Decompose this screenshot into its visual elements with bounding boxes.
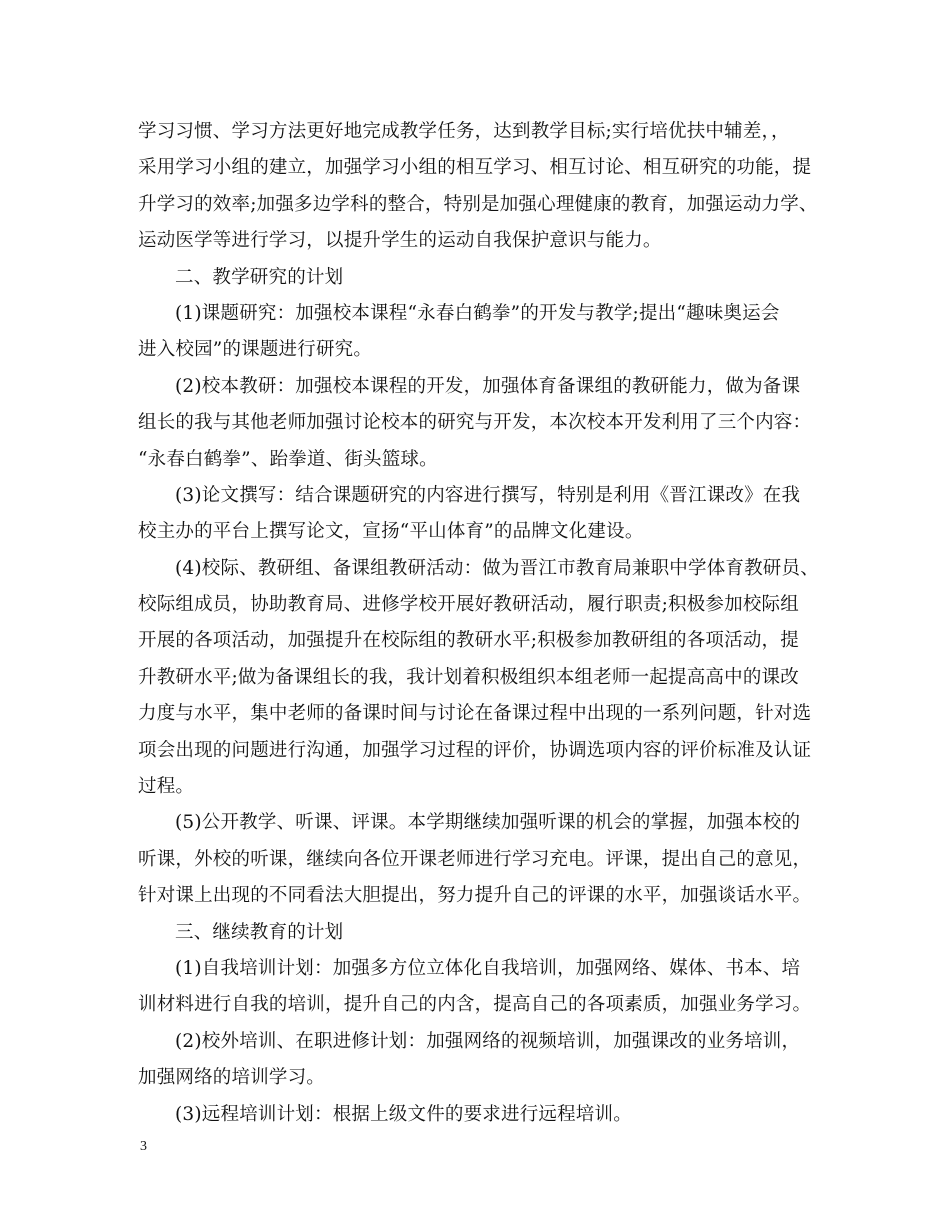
text-line: 开展的各项活动，加强提升在校际组的教研水平;积极参加教研组的各项活动，提: [138, 630, 799, 652]
text-line: 项会出现的问题进行沟通，加强学习过程的评价，协调选项内容的评价标准及认证: [138, 739, 812, 761]
text-line: (1)自我培训计划：加强多方位立体化自我培训，加强网络、媒体、书本、培: [175, 957, 801, 979]
text-line: 校主办的平台上撰写论文，宣扬“平山体育”的品牌文化建设。: [138, 521, 644, 543]
page-number: 3: [140, 1139, 147, 1154]
text-line: 训材料进行自我的培训，提升自己的内含，提高自己的各项素质，加强业务学习。: [138, 994, 812, 1016]
text-line: 加强网络的培训学习。: [138, 1067, 326, 1089]
text-line: 采用学习小组的建立，加强学习小组的相互学习、相互讨论、相互研究的功能，提: [138, 157, 812, 179]
text-line: (1)课题研究：加强校本课程“永春白鹤拳”的开发与教学;提出“趣味奥运会: [175, 302, 780, 324]
text-line: (2)校本教研：加强校本课程的开发，加强体育备课组的教研能力，做为备课: [175, 375, 801, 397]
text-line: 听课，外校的听课，继续向各位开课老师进行学习充电。评课，提出自己的意见，: [138, 848, 812, 870]
text-line: 运动医学等进行学习，以提升学生的运动自我保护意识与能力。: [138, 230, 662, 252]
document-body: [138, 114, 828, 1133]
text-line: “永春白鹤拳”、跆拳道、街头篮球。: [138, 448, 438, 470]
text-line: 校际组成员，协助教育局、进修学校开展好教研活动，履行职责;积极参加校际组: [138, 594, 799, 616]
text-line: 力度与水平，集中老师的备课时间与讨论在备课过程中出现的一系列问题，针对选: [138, 703, 812, 725]
text-line: 学习习惯、学习方法更好地完成教学任务，达到教学目标;实行培优扶中辅差，，: [138, 121, 790, 142]
text-line: 二、教学研究的计划: [175, 266, 344, 288]
text-line: (4)校际、教研组、备课组教研活动：做为晋江市教育局兼职中学体育教研员、: [175, 557, 819, 579]
text-line: 针对课上出现的不同看法大胆提出，努力提升自己的评课的水平，加强谈话水平。: [138, 885, 812, 907]
text-line: (3)远程培训计划：根据上级文件的要求进行远程培训。: [175, 1103, 632, 1125]
text-line: (5)公开教学、听课、评课。本学期继续加强听课的机会的掌握，加强本校的: [175, 812, 801, 834]
text-line: 过程。: [138, 776, 195, 798]
text-line: (3)论文撰写：结合课题研究的内容进行撰写，特别是利用《晋江课改》在我: [175, 484, 801, 506]
text-line: 升学习的效率;加强多边学科的整合，特别是加强心理健康的教育，加强运动力学、: [138, 193, 818, 215]
text-line: 组长的我与其他老师加强讨论校本的研究与开发，本次校本开发利用了三个内容：: [138, 412, 812, 434]
text-line: (2)校外培训、在职进修计划：加强网络的视频培训，加强课改的业务培训，: [175, 1030, 801, 1052]
text-line: 三、继续教育的计划: [175, 921, 344, 943]
text-line: 升教研水平;做为备课组长的我，我计划着积极组织本组老师一起提高高中的课改: [138, 666, 799, 688]
text-line: 进入校园”的课题进行研究。: [138, 339, 373, 361]
